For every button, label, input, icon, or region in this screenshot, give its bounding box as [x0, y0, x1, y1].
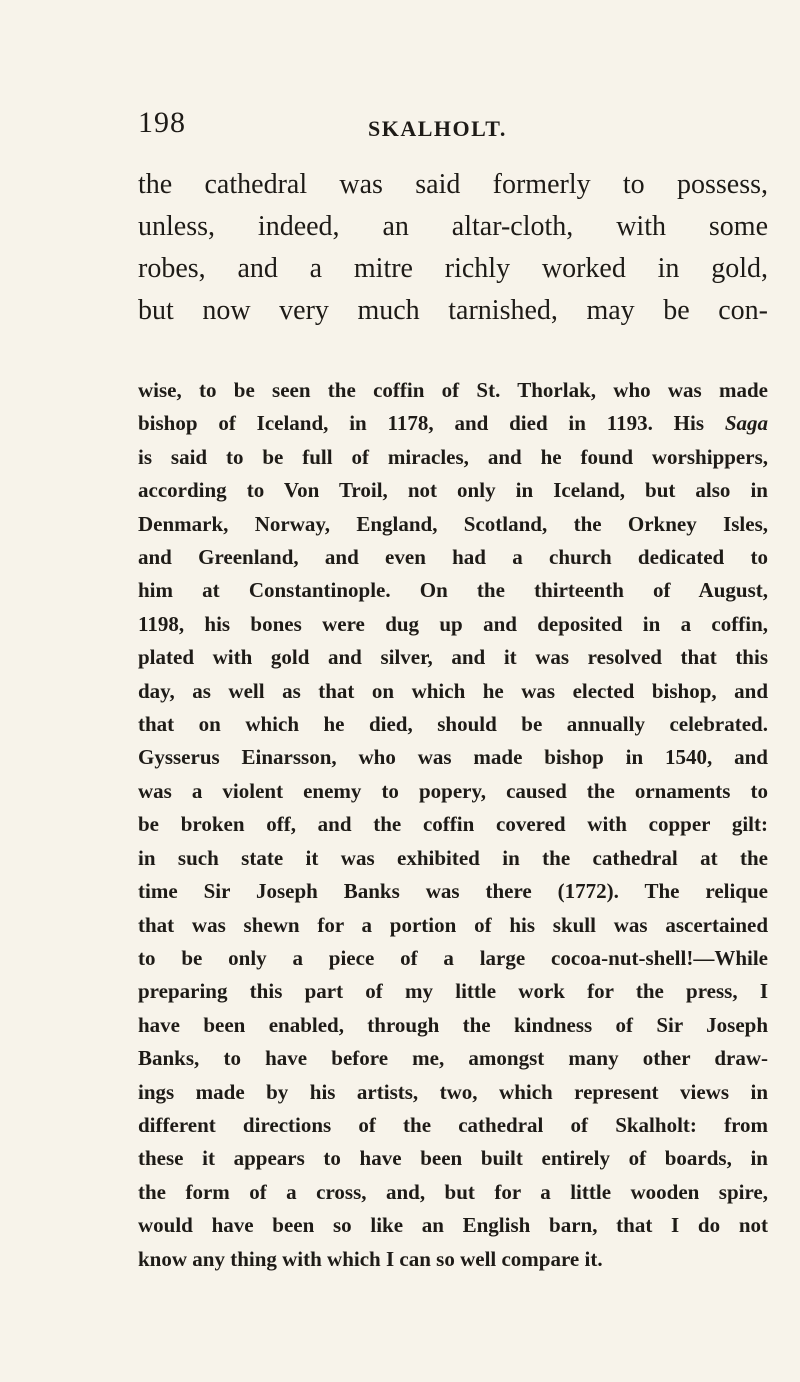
text-line: would have been so like an English barn, that I do not: [138, 1213, 768, 1238]
text-line: the cathedral was said formerly to possess,: [138, 169, 768, 200]
text-line: Banks, to have before me, amongst many other draw-: [138, 1046, 768, 1071]
text-line: Denmark, Norway, England, Scotland, the Orkney Isles,: [138, 511, 768, 536]
text-line: in such state it was exhibited in the cathedral at the: [138, 845, 768, 870]
text-line: is said to be full of miracles, and he found worshippers,: [138, 444, 768, 469]
text-line: unless, indeed, an altar-cloth, with some: [138, 211, 768, 242]
upper-paragraph: [138, 164, 768, 332]
text-line: was a violent enemy to popery, caused the ornaments to: [138, 778, 768, 803]
text-line: ings made by his artists, two, which represent views in: [138, 1079, 768, 1104]
text-line: time Sir Joseph Banks was there (1772). The relique: [138, 879, 768, 904]
text-line: Gysserus Einarsson, who was made bishop in 1540, and: [138, 745, 768, 770]
text-line: know any thing with which I can so well compare it.: [138, 1246, 603, 1271]
lower-paragraph: [138, 374, 768, 1276]
text-line: robes, and a mitre richly worked in gold,: [138, 253, 768, 284]
text-line: plated with gold and silver, and it was resolved that this: [138, 645, 768, 670]
text-line: have been enabled, through the kindness of Sir Joseph: [138, 1012, 768, 1037]
text-line: preparing this part of my little work for the press, I: [138, 979, 768, 1004]
text-line: different directions of the cathedral of Skalholt: from: [138, 1112, 768, 1137]
text-line: day, as well as that on which he was elected bishop, and: [138, 678, 768, 703]
text-line: bishop of Iceland, in 1178, and died in 1193. His Saga: [138, 411, 768, 436]
text-line: the form of a cross, and, but for a little wooden spire,: [138, 1179, 768, 1204]
text-line: these it appears to have been built entirely of boards, in: [138, 1146, 768, 1171]
text-line: him at Constantinople. On the thirteenth of August,: [138, 578, 768, 603]
text-line: that was shewn for a portion of his skull was ascertained: [138, 912, 768, 937]
text-line: to be only a piece of a large cocoa-nut-shell!—While: [138, 945, 768, 970]
text-line: according to Von Troil, not only in Iceland, but also in: [138, 478, 768, 503]
page-number: 198: [138, 106, 186, 139]
text-line: 1198, his bones were dug up and deposited in a coffin,: [138, 611, 768, 636]
page-header: [0, 106, 800, 146]
text-line: that on which he died, should be annually celebrated.: [138, 712, 768, 737]
running-title: SKALHOLT.: [368, 116, 507, 141]
text-line: and Greenland, and even had a church dedicated to: [138, 545, 768, 570]
text-line: but now very much tarnished, may be con-: [138, 295, 768, 326]
text-line: be broken off, and the coffin covered with copper gilt:: [138, 812, 768, 837]
text-line: wise, to be seen the coffin of St. Thorlak, who was made: [138, 378, 768, 402]
